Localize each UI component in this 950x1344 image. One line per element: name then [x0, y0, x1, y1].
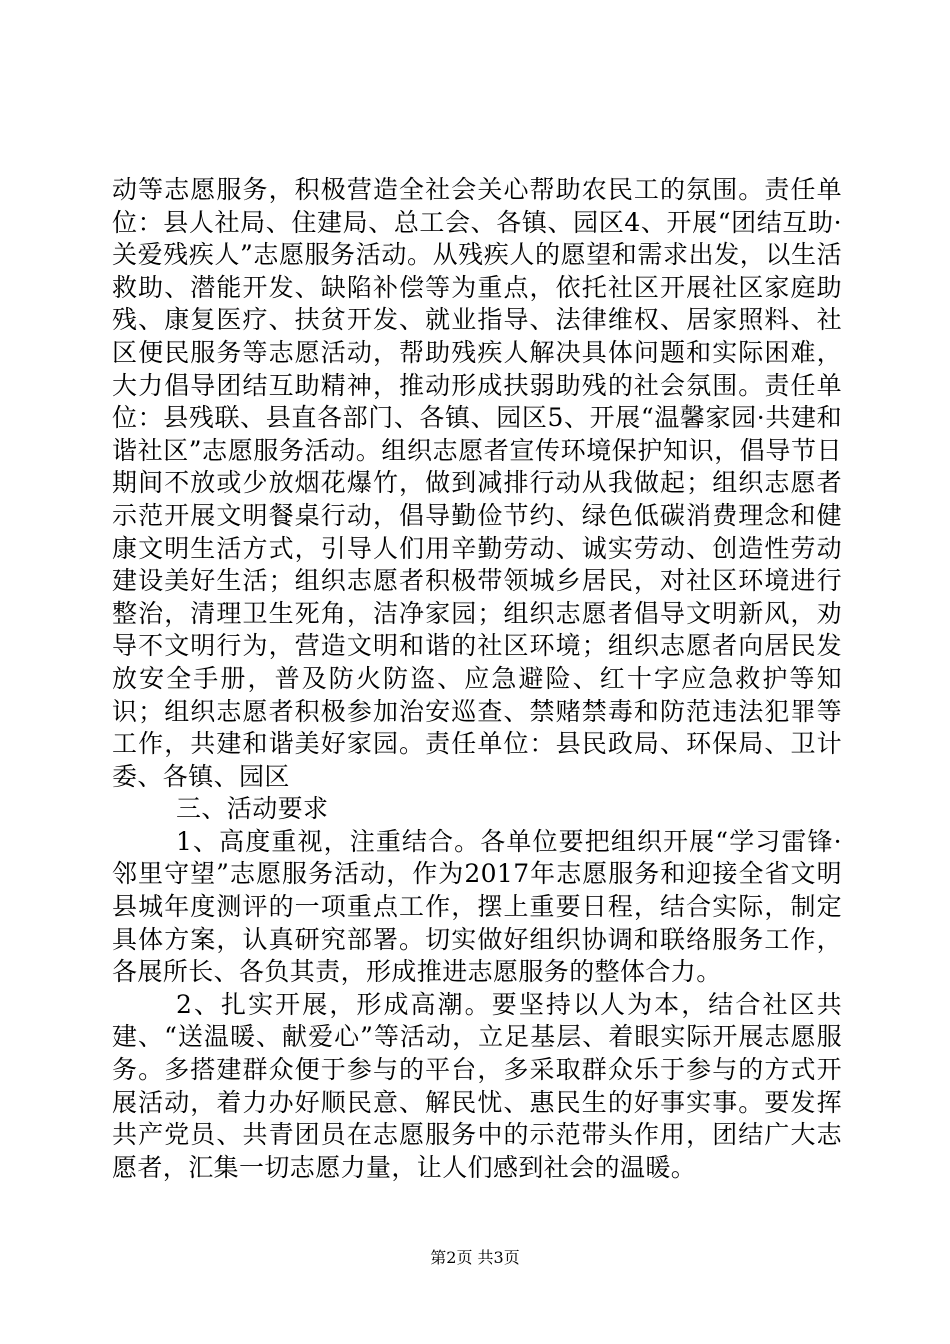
page-footer: 第2页 共3页 — [430, 1248, 520, 1267]
paragraph-requirement-1: 1、高度重视，注重结合。各单位要把组织开展“学习雷锋·邻里守望”志愿服务活动，作为2017年志愿服务和迎接全省文明县城年度测评的一项重点工作，摆上重要日程，结合实际，制定具体方案，认真研究部署。切实做好组织协调和联络服务工作，各展所长、各负其责，形成推进志愿服务的整体合力。 — [112, 826, 842, 987]
document-body — [112, 174, 842, 1184]
paragraph-volunteer-activities: 动等志愿服务，积极营造全社会关心帮助农民工的氛围。责任单位：县人社局、住建局、总工会、各镇、园区4、开展“团结互助·关爱残疾人”志愿服务活动。从残疾人的愿望和需求出发，以生活救助、潜能开发、缺陷补偿等为重点，依托社区开展社区家庭助残、康复医疗、扶贫开发、就业指导、法律维权、居家照料、社区便民服务等志愿活动，帮助残疾人解决具体问题和实际困难，大力倡导团结互助精神，推动形成扶弱助残的社会氛围。责任单位：县残联、县直各部门、各镇、园区5、开展“温馨家园·共建和谐社区”志愿服务活动。组织志愿者宣传环境保护知识，倡导节日期间不放或少放烟花爆竹，做到减排行动从我做起；组织志愿者示范开展文明餐桌行动，倡导勤俭节约、绿色低碳消费理念和健康文明生活方式，引导人们用辛勤劳动、诚实劳动、创造性劳动建设美好生活；组织志愿者积极带领城乡居民，对社区环境进行整治，清理卫生死角，洁净家园；组织志愿者倡导文明新风，劝导不文明行为，营造文明和谐的社区环境；组织志愿者向居民发放安全手册，普及防火防盗、应急避险、红十字应急救护等知识；组织志愿者积极参加治安巡查、禁赌禁毒和防范违法犯罪等工作，共建和谐美好家园。责任单位：县民政局、环保局、卫计委、各镇、园区 — [112, 175, 842, 791]
section-heading-activity-requirements: 三、活动要求 — [176, 794, 329, 824]
paragraph-requirement-2: 2、扎实开展，形成高潮。要坚持以人为本，结合社区共建、“送温暖、献爱心”等活动，立足基层、着眼实际开展志愿服务。多搭建群众便于参与的平台，多采取群众乐于参与的方式开展活动，着力办好顺民意、解民忧、惠民生的好事实事。要发挥共产党员、共青团员在志愿服务中的示范带头作用，团结广大志愿者，汇集一切志愿力量，让人们感到社会的温暖。 — [112, 989, 842, 1182]
